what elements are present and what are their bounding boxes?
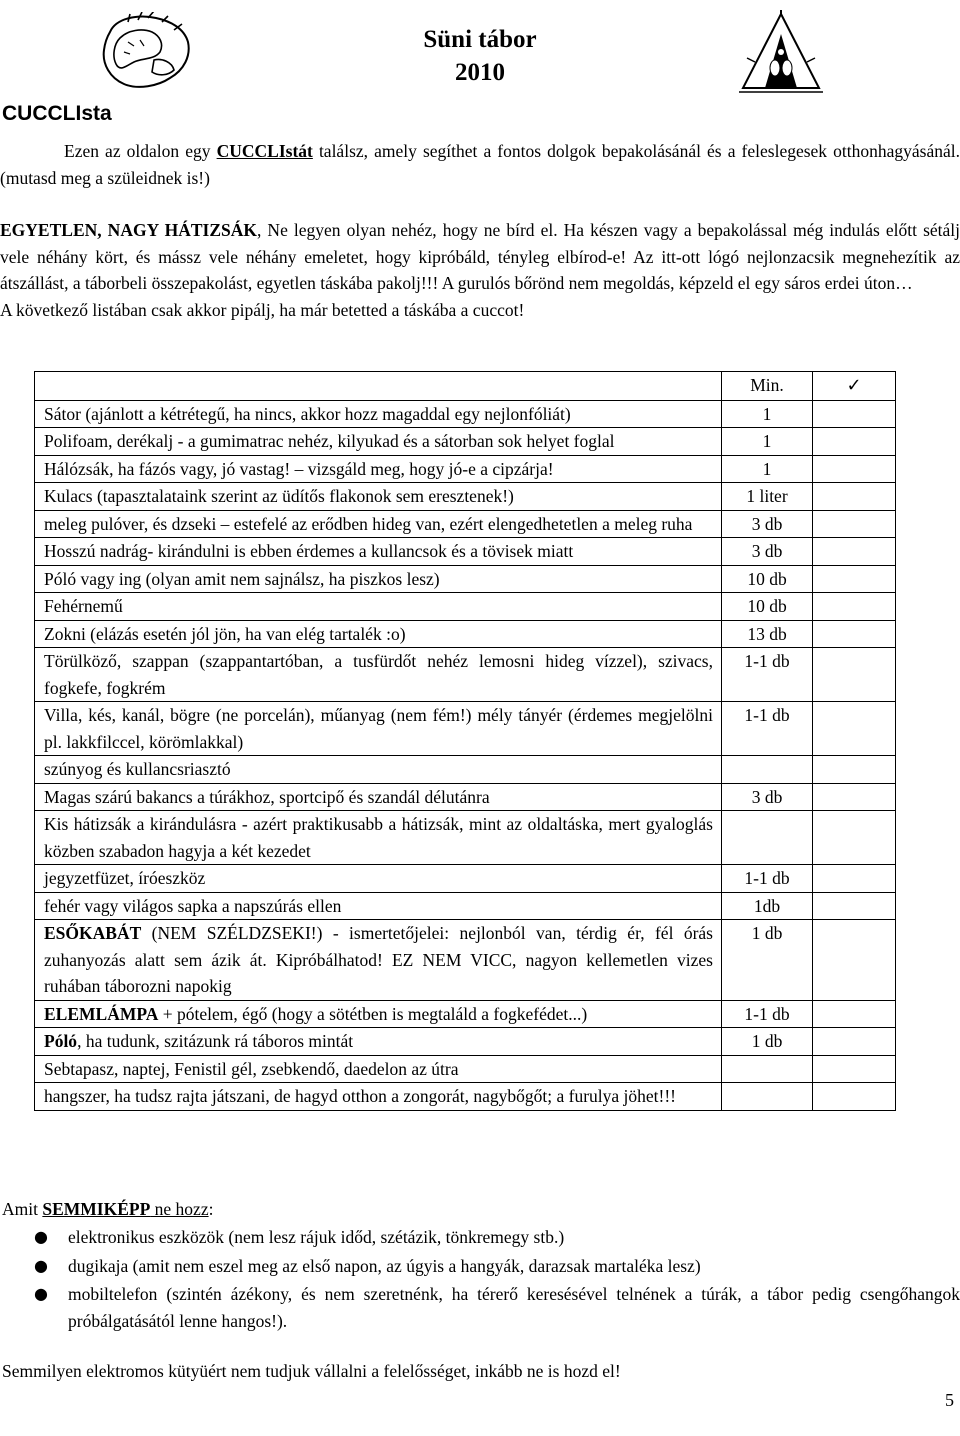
intro-p1-before: Ezen az oldalon egy bbox=[64, 141, 217, 161]
intro-paragraph-1 bbox=[0, 138, 960, 191]
camp-year: 2010 bbox=[455, 59, 505, 86]
intro-text bbox=[0, 138, 960, 323]
checklist-item bbox=[35, 811, 722, 865]
avoid-title-after: ne hozz bbox=[150, 1199, 209, 1219]
table-row bbox=[35, 920, 896, 1001]
checkbox-cell[interactable] bbox=[813, 1000, 896, 1028]
checklist-item bbox=[35, 510, 722, 538]
table-row bbox=[35, 593, 896, 621]
checklist-item bbox=[35, 783, 722, 811]
hedgehog-logo-icon bbox=[98, 12, 194, 96]
table-row bbox=[35, 1000, 896, 1028]
table-row bbox=[35, 756, 896, 784]
checklist-item-text: Villa, kés, kanál, bögre (ne porcelán), műanyag (nem fém!) mély tányér (érdemes megjelölni pl. lakkfilccel, körömlakkal) bbox=[44, 705, 713, 752]
intro-paragraph-2 bbox=[0, 217, 960, 297]
checkbox-cell[interactable] bbox=[813, 1083, 896, 1111]
checklist-item bbox=[35, 920, 722, 1001]
checklist-item-text: (NEM SZÉLDZSEKI!) - ismertetőjelei: nejlonból van, térdig ér, fél órás zuhanyozás alatt sem ázik át. Kipróbálhatod! EZ NEM VICC, nagyon kellemetlen vizes ruhában táborozni napokig bbox=[44, 923, 713, 996]
table-row bbox=[35, 1083, 896, 1111]
checklist-item-text: Sebtapasz, naptej, Fenistil gél, zsebkendő, daedelon az útra bbox=[44, 1058, 459, 1079]
min-quantity: 3 db bbox=[722, 510, 813, 538]
checkbox-cell[interactable] bbox=[813, 865, 896, 893]
table-row bbox=[35, 1055, 896, 1083]
min-quantity: 1-1 db bbox=[722, 648, 813, 702]
checklist-item-text: Hosszú nadrág- kirándulni is ebben érdemes a kullancsok és a tövisek miatt bbox=[44, 541, 574, 561]
header-item-cell bbox=[35, 372, 722, 401]
list-item-text: elektronikus eszközök (nem lesz rájuk időd, szétázik, tönkremegy stb.) bbox=[68, 1227, 565, 1247]
checkbox-cell[interactable] bbox=[813, 811, 896, 865]
checkbox-cell[interactable] bbox=[813, 620, 896, 648]
list-item-text: mobiltelefon (szintén ázékony, és nem szeretnénk, ha térerő keresésével telnének a túrák, a tábor pedig csengőhangok próbálgatásától lenne hangos!). bbox=[68, 1284, 960, 1331]
min-quantity: 1-1 db bbox=[722, 865, 813, 893]
min-quantity bbox=[722, 811, 813, 865]
checklist-item bbox=[35, 455, 722, 483]
checklist-item bbox=[35, 1028, 722, 1056]
table-row bbox=[35, 620, 896, 648]
checklist-item-text: fehér vagy világos sapka a napszúrás ellen bbox=[44, 895, 342, 916]
cucclista-link: CUCCLIstát bbox=[216, 141, 313, 161]
table-row bbox=[35, 865, 896, 893]
checklist-item-text: , ha tudunk, szitázunk rá táboros mintát bbox=[77, 1031, 354, 1051]
min-quantity: 1 liter bbox=[722, 483, 813, 511]
section-title: CUCCLIsta bbox=[2, 102, 112, 125]
checklist-item bbox=[35, 1055, 722, 1083]
checkbox-cell[interactable] bbox=[813, 756, 896, 784]
intro-p1-after: találsz, amely segíthet a fontos dolgok bepakolásánál és a feleslegesek otthonhagyásánál. (mutasd meg a szüleidnek is!) bbox=[0, 141, 960, 188]
table-row bbox=[35, 455, 896, 483]
checkbox-cell[interactable] bbox=[813, 400, 896, 428]
table-row bbox=[35, 428, 896, 456]
min-quantity: 1-1 db bbox=[722, 702, 813, 756]
checkbox-cell[interactable] bbox=[813, 483, 896, 511]
checklist-item bbox=[35, 620, 722, 648]
checklist-item-text: jegyzetfüzet, íróeszköz bbox=[44, 868, 206, 888]
header-min-qty: Min. bbox=[722, 372, 813, 401]
min-quantity: 1 db bbox=[722, 1028, 813, 1056]
min-quantity: 3 db bbox=[722, 538, 813, 566]
table-header-row bbox=[35, 372, 896, 401]
table-row bbox=[35, 400, 896, 428]
checkbox-cell[interactable] bbox=[813, 892, 896, 920]
checklist-item bbox=[35, 648, 722, 702]
checkbox-cell[interactable] bbox=[813, 1028, 896, 1056]
checklist-item-text: Fehérnemű bbox=[44, 596, 123, 616]
checklist-item-text: Póló vagy ing (olyan amit nem sajnálsz, ha piszkos lesz) bbox=[44, 568, 440, 589]
table-row bbox=[35, 783, 896, 811]
checklist-item-text: hangszer, ha tudsz rajta játszani, de hagyd otthon a zongorát, nagybőgőt; a furulya jöhet!!! bbox=[44, 1086, 676, 1106]
checklist-item bbox=[35, 565, 722, 593]
checklist-item-text: Magas szárú bakancs a túrákhoz, sportcipő és szandál délutánra bbox=[44, 786, 490, 807]
checklist-item-emphasis: ELEMLÁMPA bbox=[44, 1003, 159, 1024]
min-quantity bbox=[722, 756, 813, 784]
checkbox-cell[interactable] bbox=[813, 783, 896, 811]
bullet-icon: ● bbox=[34, 1227, 48, 1246]
avoid-list bbox=[0, 1224, 960, 1336]
checkbox-cell[interactable] bbox=[813, 538, 896, 566]
table-row bbox=[35, 892, 896, 920]
min-quantity: 10 db bbox=[722, 565, 813, 593]
checkbox-cell[interactable] bbox=[813, 510, 896, 538]
check-icon: ✓ bbox=[813, 372, 896, 401]
checklist-item-emphasis: Póló bbox=[44, 1031, 78, 1051]
min-quantity: 10 db bbox=[722, 593, 813, 621]
min-quantity bbox=[722, 1083, 813, 1111]
checklist-item-text: Kulacs (tapasztalataink szerint az üdítős flakonok sem eresztenek!) bbox=[44, 486, 514, 506]
avoid-title bbox=[2, 1196, 213, 1222]
min-quantity: 3 db bbox=[722, 783, 813, 811]
checklist-item-emphasis: ESŐKABÁT bbox=[44, 923, 142, 943]
min-quantity: 1 bbox=[722, 455, 813, 483]
list-item bbox=[0, 1281, 960, 1334]
checkbox-cell[interactable] bbox=[813, 920, 896, 1001]
checklist-item bbox=[35, 1000, 722, 1028]
checklist-item bbox=[35, 702, 722, 756]
checkbox-cell[interactable] bbox=[813, 428, 896, 456]
checklist-item bbox=[35, 865, 722, 893]
table-row bbox=[35, 565, 896, 593]
checkbox-cell[interactable] bbox=[813, 702, 896, 756]
checklist-item-text: Sátor (ajánlott a kétrétegű, ha nincs, akkor hozz magaddal egy nejlonfóliát) bbox=[44, 403, 571, 424]
min-quantity: 1-1 db bbox=[722, 1000, 813, 1028]
checklist-item-text: Kis hátizsák a kirándulásra - azért praktikusabb a hátizsák, mint az oldaltáska, mert gyaloglás közben szabadon hagyja a két kezedet bbox=[44, 814, 713, 861]
checklist-item-text: + pótelem, égő (hogy a sötétben is megtaláld a fogkefédet...) bbox=[158, 1003, 588, 1024]
table-row bbox=[35, 483, 896, 511]
list-item bbox=[0, 1253, 960, 1280]
camp-title: Süni tábor bbox=[423, 26, 537, 53]
checklist-item-text: Hálózsák, ha fázós vagy, jó vastag! – vizsgáld meg, hogy jó-e a cipzárja! bbox=[44, 458, 554, 479]
checklist-item bbox=[35, 428, 722, 456]
bullet-icon: ● bbox=[34, 1255, 48, 1275]
checklist-item-text: Törülköző, szappan (szappantartóban, a tusfürdőt nehéz lemosni hideg vízzel), szivacs, fogkefe, fogkrém bbox=[44, 651, 713, 698]
checkbox-cell[interactable] bbox=[813, 593, 896, 621]
min-quantity: 1 bbox=[722, 400, 813, 428]
list-item bbox=[0, 1224, 960, 1251]
checklist-item-text: Polifoam, derékalj - a gumimatrac nehéz, kilyukad és a sátorban sok helyet foglal bbox=[44, 431, 615, 451]
table-row bbox=[35, 538, 896, 566]
table-row bbox=[35, 648, 896, 702]
table-row bbox=[35, 702, 896, 756]
backpack-heading: EGYETLEN, NAGY HÁTIZSÁK bbox=[0, 220, 257, 240]
checkbox-cell[interactable] bbox=[813, 455, 896, 483]
checklist-item bbox=[35, 538, 722, 566]
bullet-icon: ● bbox=[34, 1284, 48, 1303]
intro-paragraph-3: A következő listában csak akkor pipálj, ha már betetted a táskába a cuccot! bbox=[0, 299, 525, 320]
tent-logo-icon bbox=[735, 8, 827, 100]
checklist-item-text: Zokni (elázás esetén jól jön, ha van elég tartalék :o) bbox=[44, 623, 406, 644]
table-row bbox=[35, 510, 896, 538]
closing-note: Semmilyen elektromos kütyüért nem tudjuk vállalni a felelősséget, inkább ne is hozd el! bbox=[2, 1361, 621, 1381]
checklist-item bbox=[35, 483, 722, 511]
checkbox-cell[interactable] bbox=[813, 648, 896, 702]
intro-p2-text: , Ne legyen olyan nehéz, hogy ne bírd el. Ha készen vagy a bepakolással még indulás előtt sétálj vele néhány kört, és mássz vele néhány emeletet, hogy kipróbáld, tényleg elbírod-e! Az itt-ott lógó nejlonzacsik megnehezítik az átszállást, a táborbeli összepakolást, egyetlen táskába pakolj!!! A gurulós bőrönd nem megoldás, képzeld el egy sáros erdei úton… bbox=[0, 220, 960, 293]
checkbox-cell[interactable] bbox=[813, 565, 896, 593]
table-row bbox=[35, 1028, 896, 1056]
checklist-item bbox=[35, 400, 722, 428]
checklist-item bbox=[35, 756, 722, 784]
min-quantity: 1 bbox=[722, 428, 813, 456]
checklist-item-text: szúnyog és kullancsriasztó bbox=[44, 759, 231, 779]
checklist-item-text: meleg pulóver, és dzseki – estefelé az erődben hideg van, ezért elengedhetetlen a meleg ruha bbox=[44, 513, 693, 534]
checklist-item bbox=[35, 892, 722, 920]
min-quantity bbox=[722, 1055, 813, 1083]
min-quantity: 1 db bbox=[722, 920, 813, 1001]
avoid-title-colon: : bbox=[208, 1199, 214, 1219]
min-quantity: 13 db bbox=[722, 620, 813, 648]
list-item-text: dugikaja (amit nem eszel meg az első napon, az úgyis a hangyák, darazsak martaléka lesz) bbox=[68, 1255, 701, 1276]
checkbox-cell[interactable] bbox=[813, 1055, 896, 1083]
table-row bbox=[35, 811, 896, 865]
packing-checklist-table bbox=[34, 371, 896, 1111]
page-number: 5 bbox=[945, 1390, 954, 1410]
checklist-item bbox=[35, 593, 722, 621]
checklist-item bbox=[35, 1083, 722, 1111]
min-quantity: 1db bbox=[722, 892, 813, 920]
avoid-title-emphasis: SEMMIKÉPP bbox=[42, 1199, 151, 1219]
avoid-title-before: Amit bbox=[2, 1199, 43, 1219]
